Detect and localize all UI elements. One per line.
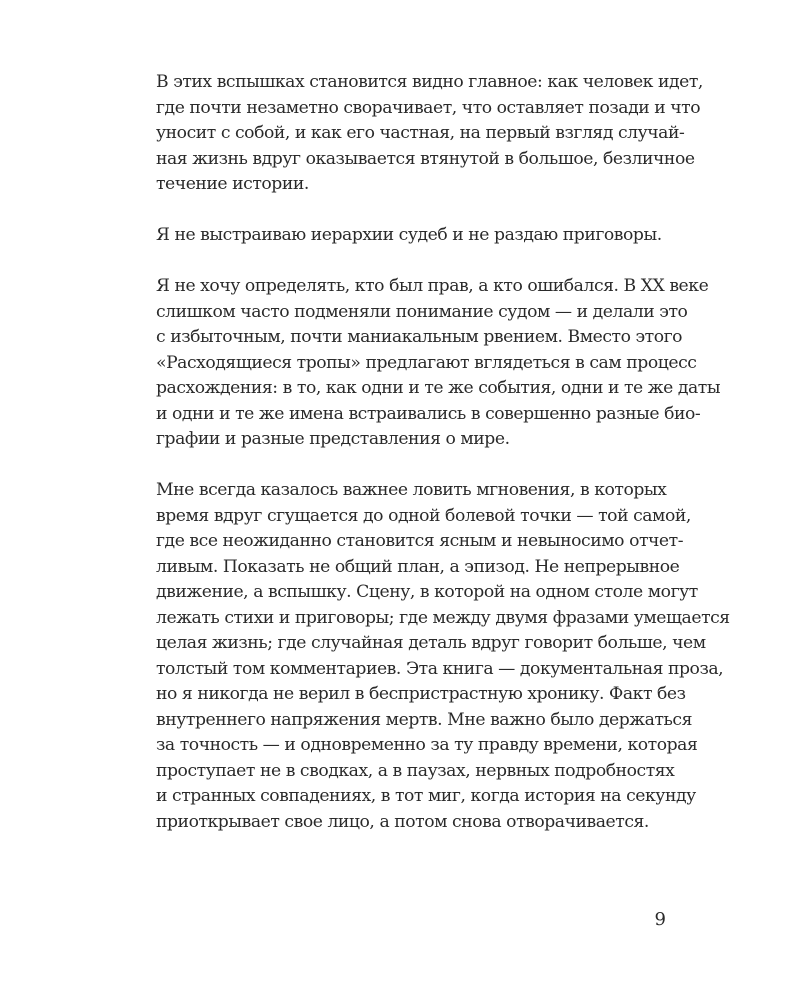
- text-line: целая жизнь; где случайная деталь вдруг говорит больше, чем: [156, 633, 706, 653]
- paragraph-gap: [156, 249, 648, 275]
- text-line: графии и разные представления о мире.: [156, 429, 510, 449]
- text-line: ная жизнь вдруг оказывается втянутой в большое, безличное: [156, 148, 695, 169]
- paragraph-4: [156, 478, 730, 835]
- text-line: ливым. Показать не общий план, а эпизод. Не непрерывное: [156, 556, 680, 577]
- text-line: но я никогда не верил в беспристрастную хронику. Факт без: [156, 684, 686, 704]
- text-line: слишком часто подменяли понимание судом — и делали это: [156, 301, 688, 322]
- text-line: где почти незаметно сворачивает, что оставляет позади и что: [156, 97, 701, 118]
- text-line: В этих вспышках становится видно главное: как человек идет,: [156, 72, 703, 92]
- text-line: приоткрывает свое лицо, а потом снова отворачивается.: [156, 811, 649, 832]
- text-line: где все неожиданно становится ясным и невыносимо отчет-: [156, 531, 684, 551]
- paragraph-1: [156, 70, 703, 198]
- text-line: Я не выстраиваю иерархии судеб и не раздаю приговоры.: [156, 225, 662, 245]
- paragraph-2: [156, 223, 662, 249]
- text-line: время вдруг сгущается до одной болевой точки — той самой,: [156, 505, 691, 526]
- text-line: с избыточным, почти маниакальным рвением. Вместо этого: [156, 327, 683, 347]
- page-body: [156, 70, 730, 835]
- text-line: за точность — и одновременно за ту правду времени, которая: [156, 735, 698, 755]
- text-line: внутреннего напряжения мертв. Мне важно было держаться: [156, 709, 692, 730]
- page-number: 9: [654, 909, 666, 930]
- text-line: уносит с собой, и как его частная, на первый взгляд случай-: [156, 123, 685, 143]
- text-line: толстый том комментариев. Эта книга — документальная проза,: [156, 658, 724, 679]
- text-line: Я не хочу определять, кто был прав, а кто ошибался. В XX веке: [156, 276, 709, 296]
- text-line: движение, а вспышку. Сцену, в которой на одном столе могут: [156, 582, 698, 602]
- text-line: и одни и те же имена встраивались в совершенно разные био-: [156, 403, 701, 424]
- paragraph-gap: [156, 198, 648, 224]
- paragraph-3: [156, 274, 721, 453]
- text-line: течение истории.: [156, 174, 309, 194]
- text-line: и странных совпадениях, в тот миг, когда история на секунду: [156, 786, 696, 806]
- text-line: проступает не в сводках, а в паузах, нервных подробностях: [156, 760, 675, 781]
- text-line: лежать стихи и приговоры; где между двумя фразами умещается: [156, 607, 730, 628]
- text-line: расхождения: в то, как одни и те же события, одни и те же даты: [156, 378, 721, 398]
- text-line: Мне всегда казалось важнее ловить мгновения, в которых: [156, 480, 667, 500]
- paragraph-gap: [156, 453, 648, 479]
- text-line: «Расходящиеся тропы» предлагают вглядеться в сам процесс: [156, 352, 697, 373]
